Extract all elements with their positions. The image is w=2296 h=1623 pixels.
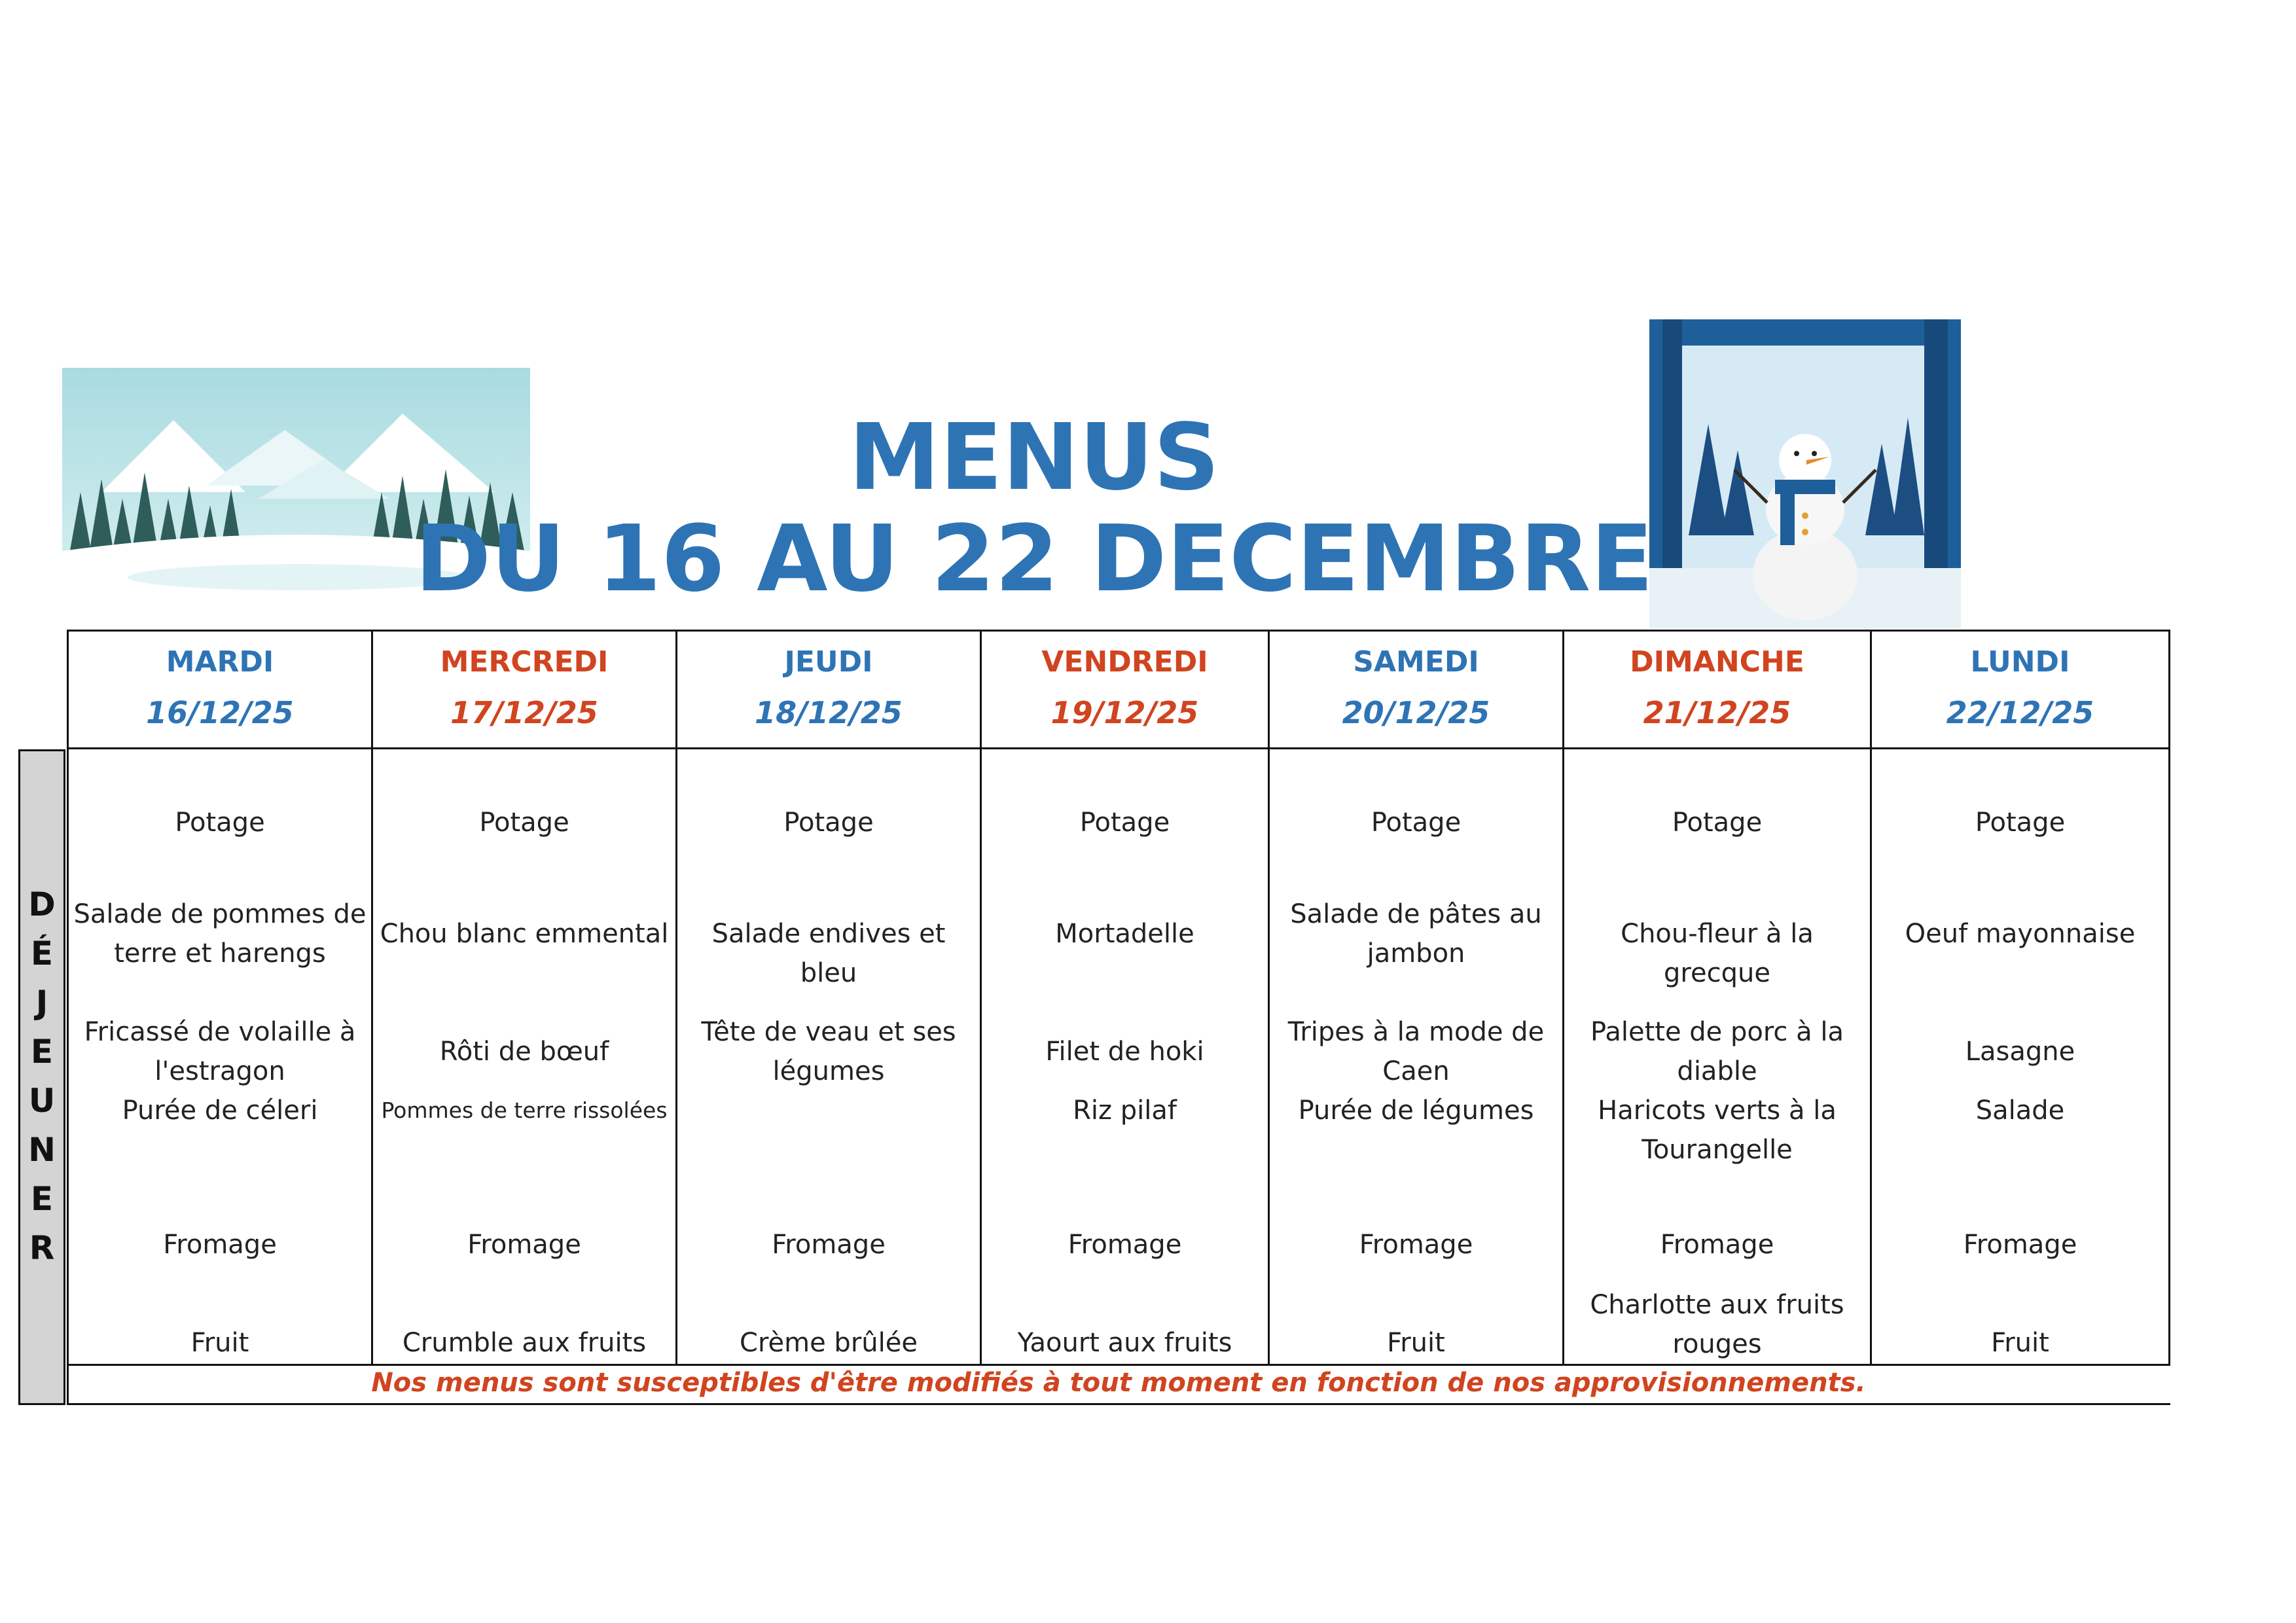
menu-entree: Salade endives et bleu: [711, 919, 946, 988]
sidebar-letter: D: [28, 885, 56, 923]
menu-dessert: Fruit: [1991, 1328, 2049, 1358]
day-name: MERCREDI: [440, 645, 609, 679]
menu-entree: Chou-fleur à la grecque: [1621, 919, 1814, 988]
menu-plat: Lasagne: [1965, 1037, 2075, 1067]
sidebar-letter: E: [30, 1180, 54, 1218]
menu-potage: Potage: [479, 808, 569, 838]
menu-accompagnement: Purée de céleri: [122, 1096, 318, 1126]
sidebar-letter: N: [28, 1131, 56, 1169]
menu-potage: Potage: [1079, 808, 1170, 838]
menu-plat: Filet de hoki: [1045, 1037, 1204, 1067]
sidebar-letter: É: [30, 935, 54, 972]
menu-table: [67, 630, 2170, 1405]
day-column-vendredi: [982, 630, 1268, 1366]
menu-entree: Chou blanc emmental: [380, 919, 669, 949]
day-name: VENDREDI: [1041, 645, 1208, 679]
sidebar-letter: U: [28, 1082, 56, 1120]
menu-fromage: Fromage: [163, 1230, 277, 1260]
day-column-dimanche: [1564, 630, 1870, 1366]
menu-dessert: Crème brûlée: [740, 1328, 918, 1358]
menu-plat: Palette de porc à la diable: [1590, 1017, 1844, 1086]
day-date: 17/12/25: [450, 695, 598, 730]
sidebar-letter: R: [29, 1229, 55, 1267]
sidebar-letter: E: [30, 1033, 54, 1071]
meal-sidebar-dejeuner: [18, 749, 65, 1405]
menu-fromage: Fromage: [1963, 1230, 2077, 1260]
day-date: 22/12/25: [1946, 695, 2094, 730]
menu-dessert: Fruit: [190, 1328, 249, 1358]
sidebar-letter: J: [35, 984, 48, 1022]
day-date: 16/12/25: [146, 695, 294, 730]
day-name: SAMEDI: [1353, 645, 1479, 679]
menu-potage: Potage: [175, 808, 265, 838]
day-column-mardi: [69, 630, 371, 1366]
menu-plat: Rôti de bœuf: [439, 1037, 609, 1067]
menu-accompagnement: Haricots verts à la Tourangelle: [1598, 1096, 1837, 1165]
menu-entree: Mortadelle: [1055, 919, 1194, 949]
menu-entree: Oeuf mayonnaise: [1905, 919, 2136, 949]
menu-fromage: Fromage: [467, 1230, 581, 1260]
menu-potage: Potage: [1672, 808, 1763, 838]
menu-plat: Fricassé de volaille à l'estragon: [84, 1017, 356, 1086]
menu-date-range: DU 16 AU 22 DECEMBRE: [415, 506, 1653, 613]
menu-dessert: Fruit: [1387, 1328, 1445, 1358]
day-name: JEUDI: [784, 645, 873, 679]
menu-fromage: Fromage: [1660, 1230, 1774, 1260]
menu-potage: Potage: [1975, 808, 2066, 838]
menu-accompagnement: Purée de légumes: [1298, 1096, 1534, 1126]
menu-fromage: Fromage: [1067, 1230, 1182, 1260]
menu-accompagnement: Salade: [1975, 1096, 2065, 1126]
menu-entree: Salade de pommes de terre et harengs: [73, 899, 367, 969]
menu-accompagnement: Pommes de terre rissolées: [381, 1097, 668, 1123]
day-name: DIMANCHE: [1630, 645, 1804, 679]
menu-fromage: Fromage: [1359, 1230, 1473, 1260]
day-date: 20/12/25: [1342, 695, 1490, 730]
menu-dessert: Yaourt aux fruits: [1017, 1328, 1232, 1358]
day-column-lundi: [1872, 630, 2168, 1366]
day-name: LUNDI: [1970, 645, 2070, 679]
menu-plat: Tripes à la mode de Caen: [1287, 1017, 1545, 1086]
menu-potage: Potage: [1371, 808, 1462, 838]
day-column-mercredi: [373, 630, 675, 1366]
menu-title: MENUS: [848, 404, 1220, 511]
day-name: MARDI: [166, 645, 274, 679]
menu-dessert: Crumble aux fruits: [402, 1328, 647, 1358]
snowman-image: [1649, 319, 1961, 628]
footer-note: Nos menus sont susceptibles d'être modifiés à tout moment en fonction de nos approvisionnements.: [371, 1368, 1866, 1398]
menu-entree: Salade de pâtes au jambon: [1290, 899, 1542, 969]
menu-dessert: Charlotte aux fruits rouges: [1590, 1290, 1844, 1359]
day-date: 19/12/25: [1050, 695, 1199, 730]
menu-plat: Tête de veau et ses légumes: [701, 1017, 956, 1086]
day-date: 18/12/25: [755, 695, 903, 730]
menu-accompagnement: Riz pilaf: [1073, 1096, 1177, 1126]
day-date: 21/12/25: [1643, 695, 1791, 730]
menu-potage: Potage: [783, 808, 874, 838]
menu-fromage: Fromage: [772, 1230, 886, 1260]
day-column-samedi: [1270, 630, 1562, 1366]
day-column-jeudi: [677, 630, 980, 1366]
